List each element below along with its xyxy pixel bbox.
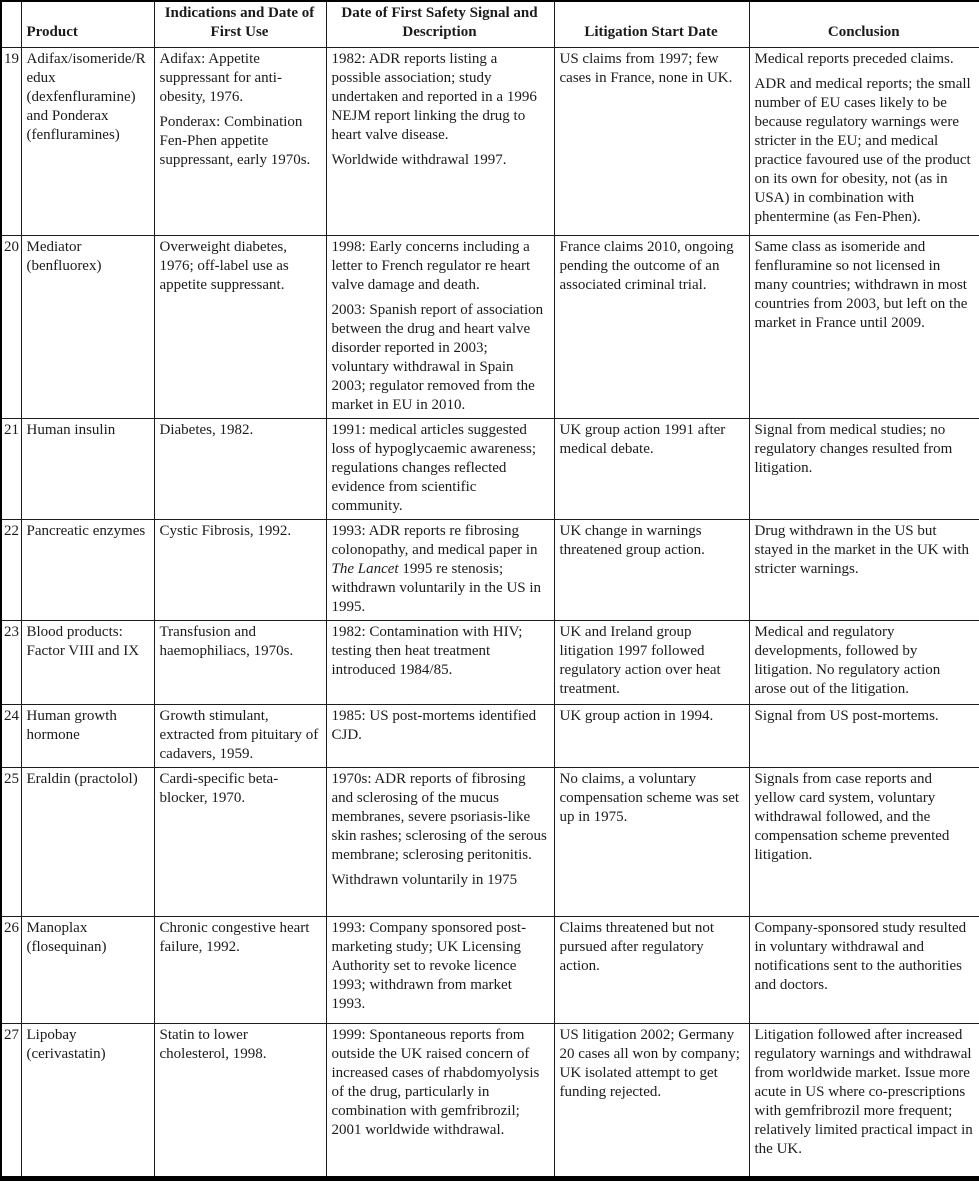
row-number-cell: 22: [1, 520, 21, 621]
product-cell: Manoplax (flosequinan): [21, 917, 154, 1024]
header-row: [1, 1, 979, 48]
litigation-cell: US litigation 2002; Germany 20 cases all won by company; UK isolated attempt to get funding rejected.: [554, 1024, 749, 1179]
safety-signal-cell: 1993: Company sponsored post-marketing study; UK Licensing Authority set to revoke licence 1993; withdrawn from market 1993.: [326, 917, 554, 1024]
safety-signal-cell: 1970s: ADR reports of fibrosing and sclerosing of the mucus membranes, severe psoriasis-like skin rashes; sclerosing of the serous membrane; sclerosing peritonitis. Withdrawn voluntarily in 1975: [326, 768, 554, 917]
indications-cell: Statin to lower cholesterol, 1998.: [154, 1024, 326, 1179]
conclusion-cell: Signal from medical studies; no regulatory changes resulted from litigation.: [749, 419, 979, 520]
litigation-cell: US claims from 1997; few cases in France, none in UK.: [554, 48, 749, 236]
indications-cell: Overweight diabetes, 1976; off-label use as appetite suppressant.: [154, 236, 326, 419]
column-header-litigation: Litigation Start Date: [554, 1, 749, 48]
column-header-safety-signal: Date of First Safety Signal and Description: [326, 1, 554, 48]
table-row: [1, 419, 979, 520]
indications-cell: Adifax: Appetite suppressant for anti-obesity, 1976. Ponderax: Combination Fen-Phen appetite suppressant, early 1970s.: [154, 48, 326, 236]
table-row: [1, 520, 979, 621]
litigation-cell: France claims 2010, ongoing pending the outcome of an associated criminal trial.: [554, 236, 749, 419]
column-header-product: Product: [21, 1, 154, 48]
product-cell: Human growth hormone: [21, 705, 154, 768]
table-row: [1, 236, 979, 419]
product-cell: Adifax/isomeride/Redux (dexfenfluramine) and Ponderax (fenfluramines): [21, 48, 154, 236]
product-cell: Blood products: Factor VIII and IX: [21, 621, 154, 705]
conclusion-cell: Same class as isomeride and fenfluramine so not licensed in many countries; withdrawn in most countries from 2003, but left on the market in France until 2009.: [749, 236, 979, 419]
product-cell: Human insulin: [21, 419, 154, 520]
table-body: [1, 48, 979, 1179]
safety-signal-cell: 1982: ADR reports listing a possible association; study undertaken and reported in a 1996 NEJM report linking the drug to heart valve disease. Worldwide withdrawal 1997.: [326, 48, 554, 236]
row-number-cell: 25: [1, 768, 21, 917]
litigation-cell: No claims, a voluntary compensation scheme was set up in 1975.: [554, 768, 749, 917]
conclusion-cell: Signals from case reports and yellow card system, voluntary withdrawal followed, and the compensation scheme prevented litigation.: [749, 768, 979, 917]
conclusion-cell: Medical reports preceded claims. ADR and medical reports; the small number of EU cases likely to be because regulatory warnings were stricter in the EU; and medical practice favoured use of the product on its own for obesity, not (as in USA) in combination with phentermine (as Fen-Phen).: [749, 48, 979, 236]
product-cell: Mediator (benfluorex): [21, 236, 154, 419]
row-number-cell: 27: [1, 1024, 21, 1179]
table-row: [1, 1024, 979, 1179]
conclusion-cell: Company-sponsored study resulted in voluntary withdrawal and notifications sent to the authorities and doctors.: [749, 917, 979, 1024]
indications-cell: Chronic congestive heart failure, 1992.: [154, 917, 326, 1024]
litigation-cell: UK change in warnings threatened group action.: [554, 520, 749, 621]
indications-cell: Cystic Fibrosis, 1992.: [154, 520, 326, 621]
indications-cell: Diabetes, 1982.: [154, 419, 326, 520]
row-number-cell: 26: [1, 917, 21, 1024]
row-number-cell: 23: [1, 621, 21, 705]
conclusion-cell: Signal from US post-mortems.: [749, 705, 979, 768]
table-row: [1, 768, 979, 917]
safety-signal-cell: 1991: medical articles suggested loss of hypoglycaemic awareness; regulations changes reflected evidence from scientific community.: [326, 419, 554, 520]
safety-signal-cell: 1982: Contamination with HIV; testing then heat treatment introduced 1984/85.: [326, 621, 554, 705]
table-row: [1, 621, 979, 705]
litigation-cell: UK group action 1991 after medical debate.: [554, 419, 749, 520]
table-row: [1, 48, 979, 236]
product-cell: Eraldin (practolol): [21, 768, 154, 917]
litigation-cell: UK group action in 1994.: [554, 705, 749, 768]
row-number-cell: 20: [1, 236, 21, 419]
litigation-cell: UK and Ireland group litigation 1997 followed regulatory action over heat treatment.: [554, 621, 749, 705]
conclusion-cell: Drug withdrawn in the US but stayed in the market in the UK with stricter warnings.: [749, 520, 979, 621]
table-row: [1, 917, 979, 1024]
indications-cell: Growth stimulant, extracted from pituitary of cadavers, 1959.: [154, 705, 326, 768]
column-header-number: [1, 1, 21, 48]
row-number-cell: 24: [1, 705, 21, 768]
column-header-conclusion: Conclusion: [749, 1, 979, 48]
product-cell: Lipobay (cerivastatin): [21, 1024, 154, 1179]
safety-signal-cell: 1993: ADR reports re fibrosing colonopathy, and medical paper in The Lancet 1995 re stenosis; withdrawn voluntarily in the US in 1995.: [326, 520, 554, 621]
safety-signal-cell: 1998: Early concerns including a letter to French regulator re heart valve damage and death. 2003: Spanish report of association between the drug and heart valve disorder reported in 2003; voluntary withdrawal in Spain 2003; regulator removed from the market in EU in 2010.: [326, 236, 554, 419]
column-header-indications: Indications and Date of First Use: [154, 1, 326, 48]
row-number-cell: 21: [1, 419, 21, 520]
row-number-cell: 19: [1, 48, 21, 236]
indications-cell: Transfusion and haemophiliacs, 1970s.: [154, 621, 326, 705]
table-row: [1, 705, 979, 768]
litigation-cell: Claims threatened but not pursued after regulatory action.: [554, 917, 749, 1024]
product-cell: Pancreatic enzymes: [21, 520, 154, 621]
conclusion-cell: Litigation followed after increased regulatory warnings and withdrawal from worldwide market. Issue more acute in US where co-prescriptions with gemfribrozil more frequent; relatively limited practical impact in the UK.: [749, 1024, 979, 1179]
safety-signal-cell: 1985: US post-mortems identified CJD.: [326, 705, 554, 768]
indications-cell: Cardi-specific beta-blocker, 1970.: [154, 768, 326, 917]
safety-signal-cell: 1999: Spontaneous reports from outside the UK raised concern of increased cases of rhabdomyolysis of the drug, particularly in combination with gemfribrozil; 2001 worldwide withdrawal.: [326, 1024, 554, 1179]
conclusion-cell: Medical and regulatory developments, followed by litigation. No regulatory action arose out of the litigation.: [749, 621, 979, 705]
